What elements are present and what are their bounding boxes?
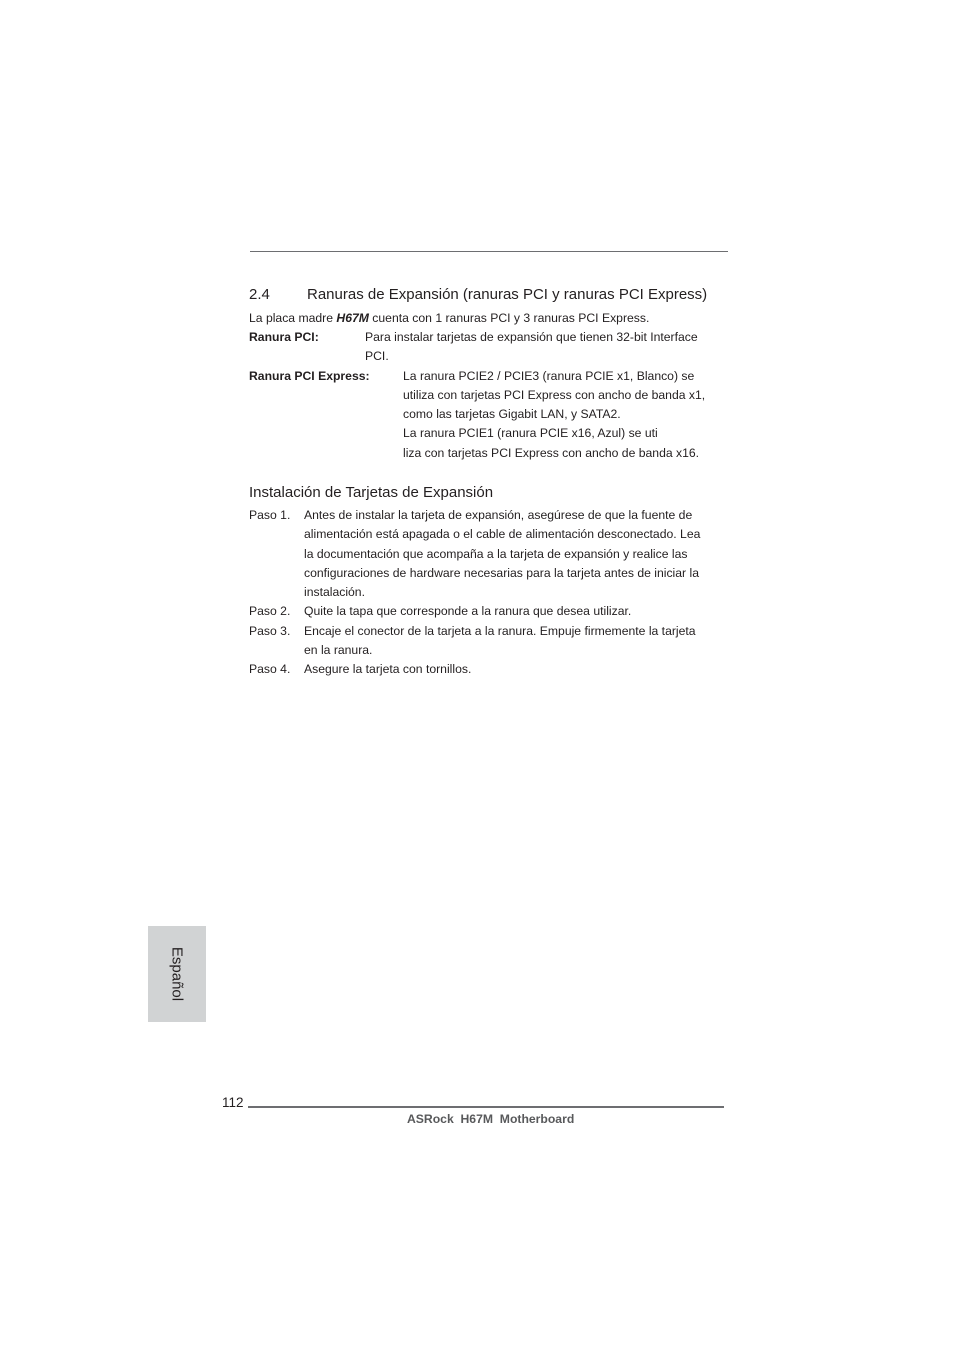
pcie-slot-line-5: liza con tarjetas PCI Express con ancho de banda x16. xyxy=(403,446,700,460)
pci-slot-line-2: PCI. xyxy=(365,349,389,363)
pcie-slot-line-3: como las tarjetas Gigabit LAN, y SATA2. xyxy=(403,407,621,421)
intro-prefix: La placa madre xyxy=(249,311,337,325)
section-title: Ranuras de Expansión (ranuras PCI y ranuras PCI Express) xyxy=(307,286,708,303)
pci-slot-line-1: Para instalar tarjetas de expansión que tienen 32-bit Interface xyxy=(365,330,698,344)
step-3-line-2: en la ranura. xyxy=(304,643,373,657)
step-1-line-3: la documentación que acompaña a la tarjeta de expansión y realice las xyxy=(304,547,688,561)
install-heading: Instalación de Tarjetas de Expansión xyxy=(249,484,494,501)
top-divider xyxy=(250,251,728,252)
page-number: 112 xyxy=(222,1095,244,1110)
section-number: 2.4 xyxy=(249,286,270,303)
step-4-line-1: Asegure la tarjeta con tornillos. xyxy=(304,662,472,676)
language-tab xyxy=(148,926,206,1022)
section-heading xyxy=(249,286,707,303)
step-1-line-4: configuraciones de hardware necesarias para la tarjeta antes de iniciar la xyxy=(304,566,699,580)
pcie-slot-line-4: La ranura PCIE1 (ranura PCIE x16, Azul) se uti xyxy=(403,426,658,440)
step-3-label: Paso 3. xyxy=(249,624,291,638)
step-2-line-1: Quite la tapa que corresponde a la ranura que desea utilizar. xyxy=(304,604,632,618)
footer-product-name: ASRock H67M Motherboard xyxy=(407,1112,575,1126)
step-1-line-2: alimentación está apagada o el cable de alimentación desconectado. Lea xyxy=(304,527,701,541)
pcie-slot-line-1: La ranura PCIE2 / PCIE3 (ranura PCIE x1, Blanco) se xyxy=(403,369,695,383)
footer-divider xyxy=(248,1106,724,1108)
intro-paragraph xyxy=(249,309,649,328)
pcie-slot-label: Ranura PCI Express: xyxy=(249,369,370,383)
language-tab-label: Español xyxy=(168,946,186,1002)
step-4-label: Paso 4. xyxy=(249,662,291,676)
step-1-line-5: instalación. xyxy=(304,585,365,599)
model-name: H67M xyxy=(336,311,369,325)
step-1-line-1: Antes de instalar la tarjeta de expansión, asegúrese de que la fuente de xyxy=(304,508,693,522)
step-3-line-1: Encaje el conector de la tarjeta a la ranura. Empuje firmemente la tarjeta xyxy=(304,624,696,638)
pci-slot-label: Ranura PCI: xyxy=(249,330,319,344)
step-1-label: Paso 1. xyxy=(249,508,291,522)
pcie-slot-line-2: utiliza con tarjetas PCI Express con ancho de banda x1, xyxy=(403,388,706,402)
step-2-label: Paso 2. xyxy=(249,604,291,618)
intro-suffix: cuenta con 1 ranuras PCI y 3 ranuras PCI Express. xyxy=(368,311,650,325)
